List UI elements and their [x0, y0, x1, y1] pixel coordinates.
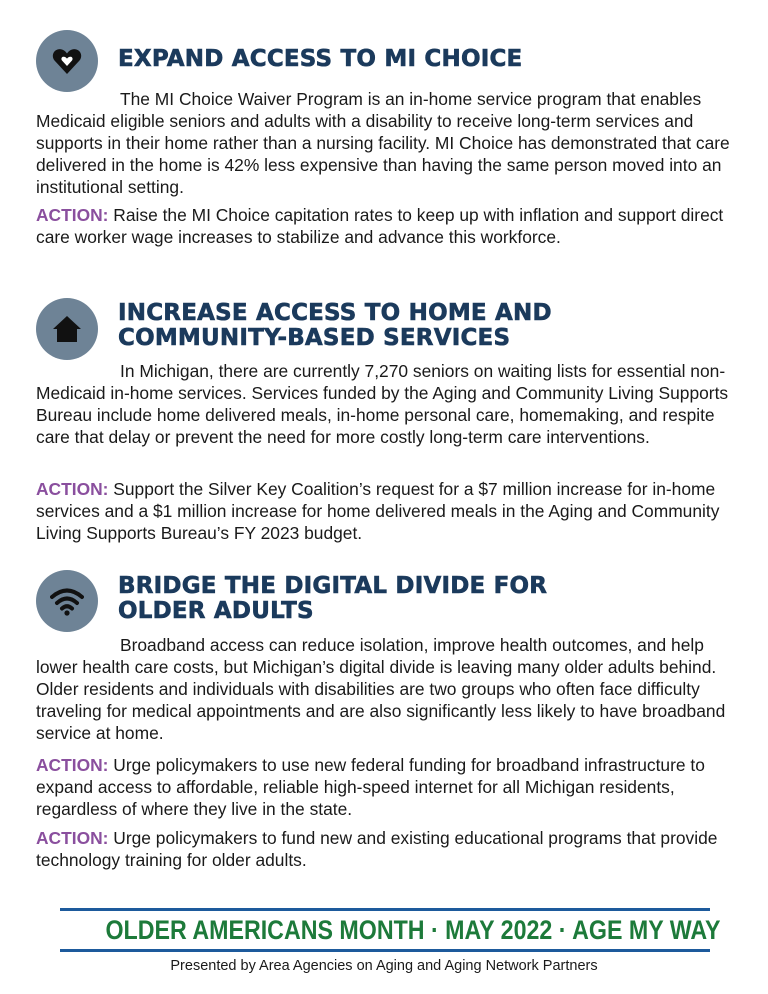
section-heading-line1: BRIDGE THE DIGITAL DIVIDE FOR — [118, 573, 548, 599]
home-icon — [51, 313, 83, 345]
section-digital-divide — [36, 570, 736, 880]
action-label: ACTION: — [36, 755, 109, 775]
section-heading: EXPAND ACCESS TO MI CHOICE — [118, 46, 523, 72]
action-label: ACTION: — [36, 828, 109, 848]
action-text: Urge policymakers to fund new and existing educational programs that provide technology training for older adults. — [36, 828, 718, 870]
action-label: ACTION: — [36, 205, 109, 225]
action-text: Urge policymakers to use new federal funding for broadband infrastructure to expand access to affordable, reliable high-speed internet for all Michigan residents, regardless of where they live in the state. — [36, 755, 705, 819]
section-heading-line2: COMMUNITY-BASED SERVICES — [118, 325, 511, 351]
heart-icon — [51, 45, 83, 77]
action-item — [36, 204, 736, 248]
section-heading-line2: OLDER ADULTS — [118, 598, 314, 624]
heart-icon-badge — [36, 30, 98, 92]
wifi-icon-badge — [36, 570, 98, 632]
action-label: ACTION: — [36, 479, 109, 499]
footer-subtitle: Presented by Area Agencies on Aging and Aging Network Partners — [170, 958, 598, 974]
section-home-community-services — [36, 298, 736, 548]
section-body: The MI Choice Waiver Program is an in-home service program that enables Medicaid eligible seniors and adults with a disability to receive long-term services and supports in their home rather than a nursing facility. MI Choice has demonstrated that care delivered in the home is 42% less expensive than having the same person moved into an institutional setting. — [36, 89, 730, 197]
section-heading-line1: INCREASE ACCESS TO HOME AND — [118, 300, 552, 326]
section-body: In Michigan, there are currently 7,270 seniors on waiting lists for essential non-Medicaid in-home services. Services funded by the Aging and Community Living Supports Bureau include home delivered meals, in-home personal care, homemaking, and respite care that delay or prevent the need for more costly long-term care interventions. — [36, 361, 729, 447]
action-item — [36, 754, 736, 820]
action-text: Raise the MI Choice capitation rates to keep up with inflation and support direct care worker wage increases to stabilize and advance this workforce. — [36, 205, 724, 247]
footer-title: OLDER AMERICANS MONTH · MAY 2022 · AGE MY WAY — [105, 915, 721, 945]
footer-top-rule — [60, 908, 710, 911]
wifi-icon — [50, 586, 84, 616]
action-item — [36, 478, 736, 544]
home-icon-badge — [36, 298, 98, 360]
footer-bottom-rule — [60, 949, 710, 952]
section-mi-choice — [36, 30, 736, 270]
action-item — [36, 827, 736, 871]
section-heading — [118, 574, 547, 624]
section-heading — [118, 301, 552, 351]
action-text: Support the Silver Key Coalition’s request for a $7 million increase for in-home services and a $1 million increase for home delivered meals in the Aging and Community Living Supports Bureau’s FY 2023 budget. — [36, 479, 720, 543]
section-body: Broadband access can reduce isolation, improve health outcomes, and help lower health care costs, but Michigan’s digital divide is leaving many older adults behind. Older residents and individuals with disabilities are two groups who often face difficulty traveling for medical appointments and are also significantly less likely to have broadband service at home. — [36, 635, 726, 743]
